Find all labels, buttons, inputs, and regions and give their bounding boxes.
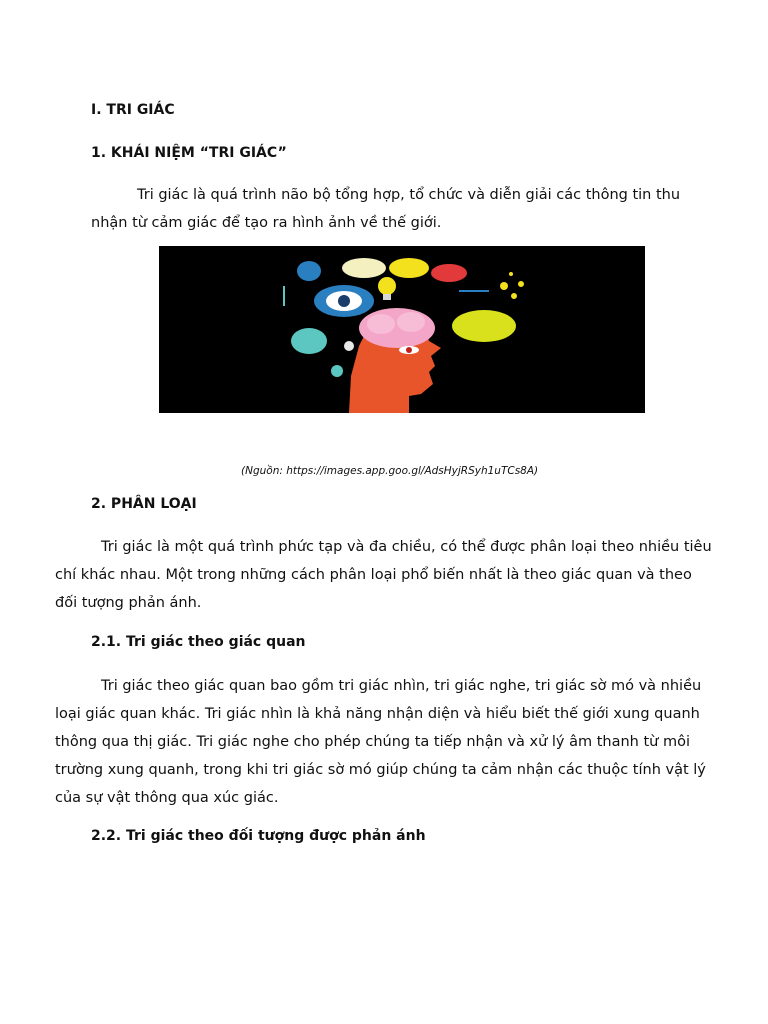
- concept-heading: 1. KHÁI NIỆM “TRI GIÁC”: [91, 145, 287, 161]
- perception-illustration: [159, 246, 645, 413]
- concept-paragraph: Tri giác là quá trình não bộ tổng hợp, tổ chức và diễn giải các thông tin thu nhận từ cảm giác để tạo ra hình ảnh về thế giới.: [91, 187, 681, 231]
- figure-caption: (Nguồn: https://images.app.goo.gl/AdsHyjRSyh1uTCs8A): [241, 465, 539, 477]
- subsection-heading-senses: 2.1. Tri giác theo giác quan: [91, 634, 306, 650]
- head-brain-illustration: [159, 246, 645, 413]
- subsection-heading-objects: 2.2. Tri giác theo đối tượng được phản ánh: [91, 828, 426, 844]
- senses-paragraph: Tri giác theo giác quan bao gồm tri giác nhìn, tri giác nghe, tri giác sờ mó và nhiều loại giác quan khác. Tri giác nhìn là khả năng nhận diện và hiểu biết thế giới xung quanh thông qua thị giác. Tri giác nghe cho phép chúng ta tiếp nhận và xử lý âm thanh từ môi trường xung quanh, trong khi tri giác sờ mó giúp chúng ta cảm nhận các thuộc tính vật lý của sự vật thông qua xúc giác.: [55, 678, 706, 806]
- classification-heading: 2. PHÂN LOẠI: [91, 496, 197, 512]
- section-heading: I. TRI GIÁC: [91, 102, 175, 118]
- classification-paragraph: Tri giác là một quá trình phức tạp và đa chiều, có thể được phân loại theo nhiều tiêu chí khác nhau. Một trong những cách phân loại phổ biến nhất là theo giác quan và theo đối tượng phản ánh.: [55, 539, 712, 611]
